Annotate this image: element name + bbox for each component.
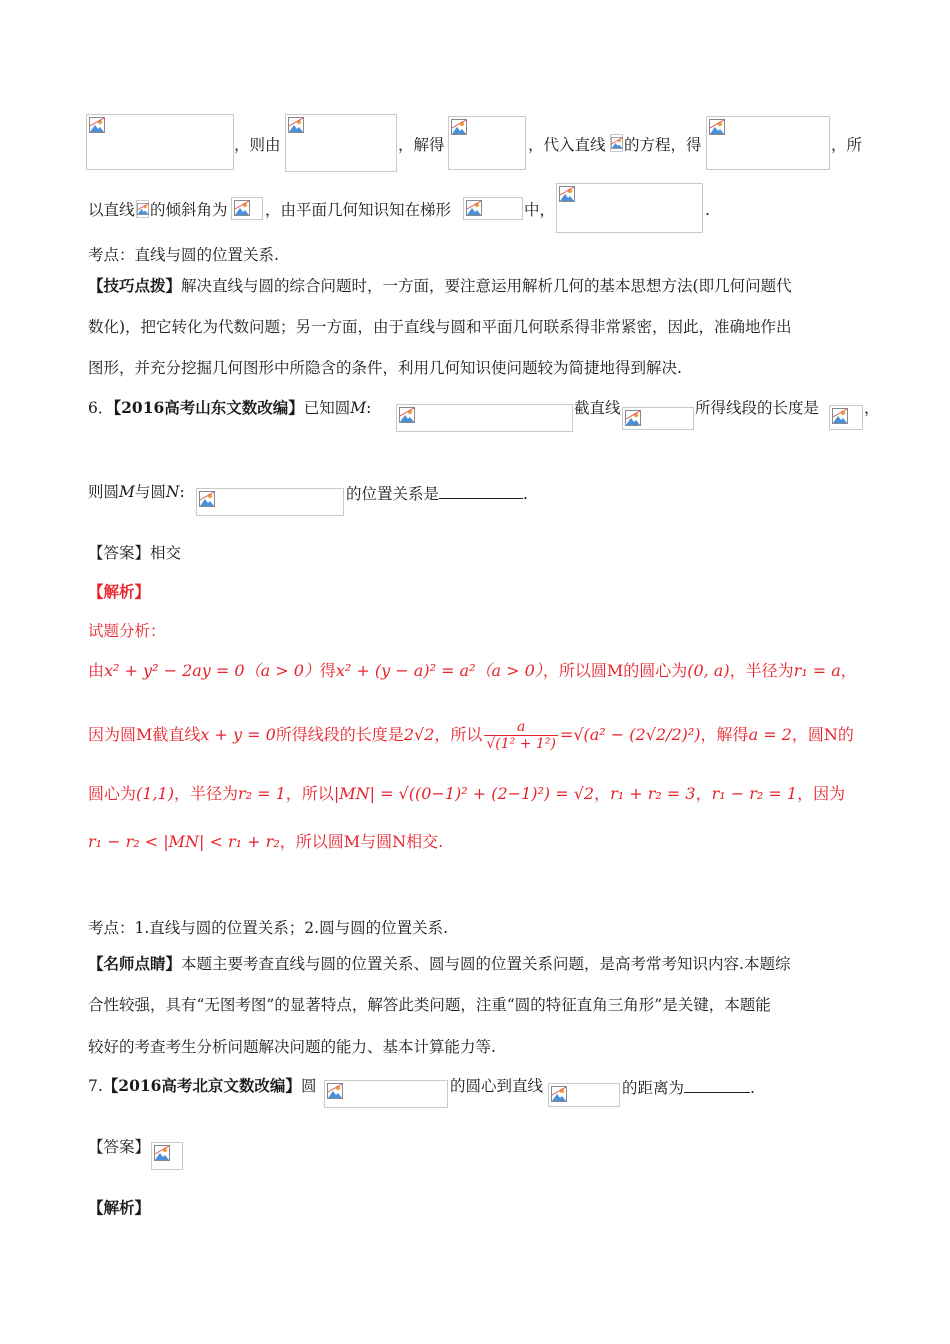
- text: 由: [88, 661, 105, 680]
- text: 本题主要考查直线与圆的位置关系、圆与圆的位置关系问题，是高考常考知识内容.本题综: [181, 955, 791, 973]
- text: 的位置关系是: [346, 485, 440, 503]
- question-source: 【2016高考北京文数改编】: [102, 1076, 301, 1095]
- text: 中，: [524, 201, 556, 219]
- text: ，所以: [434, 725, 483, 744]
- formula-image: [86, 114, 234, 170]
- text: 圆: [300, 1077, 317, 1095]
- text: 所得线段的长度是: [695, 399, 820, 417]
- text: N: [165, 483, 180, 501]
- formula: x + y = 0: [200, 725, 276, 744]
- question-number: 7.: [88, 1077, 103, 1095]
- text: 得: [319, 661, 336, 680]
- text: .: [750, 1079, 755, 1097]
- text: 截直线: [574, 399, 621, 417]
- text: ，所: [831, 136, 863, 154]
- mingshi-paragraph-line: [88, 954, 864, 974]
- text: 合性较强，具有“无图考图”的显著特点，解答此类问题，注重“圆的特征直角三角形”是关键，本题能: [88, 996, 771, 1014]
- text: ，: [594, 784, 611, 803]
- text: ，半径为: [173, 784, 238, 803]
- text: 的圆心到直线: [450, 1077, 544, 1095]
- question-number: 6．: [88, 399, 114, 417]
- text: 数化)，把它转化为代数问题；另一方面，由于直线与圆和平面几何联系得非常紧密，因此，准确地作出: [88, 318, 792, 336]
- text: ，解得: [398, 136, 445, 154]
- text: ，所以: [285, 784, 334, 803]
- denominator: √(1² + 1²): [486, 736, 556, 752]
- text: ，解得: [700, 725, 749, 744]
- question-7-tail: [622, 1076, 864, 1098]
- formula: r₁ = a: [793, 661, 841, 680]
- text: ，所以圆M的圆心为: [542, 661, 688, 680]
- text: ，: [695, 784, 712, 803]
- analysis-subtitle: 试题分析：: [88, 622, 166, 640]
- text: :: [179, 483, 185, 501]
- text: 较好的考查考生分析问题解决问题的能力、基本计算能力等.: [88, 1038, 496, 1056]
- text: ，: [840, 661, 857, 680]
- text: 则圆: [88, 483, 120, 501]
- tip-paragraph-line: [88, 276, 864, 296]
- formula: a = 2: [748, 725, 792, 744]
- text: .: [705, 201, 710, 219]
- text: 解决直线与圆的综合问题时，一方面，要注意运用解析几何的基本思想方法(即几何问题代: [181, 277, 792, 295]
- question-6-line2-tail: [346, 482, 864, 504]
- text: 所得线段的长度是: [275, 725, 404, 744]
- broken-image-icon: [451, 119, 467, 135]
- mingshi-label: 【名师点睛】: [88, 954, 182, 973]
- text: ，半径为: [729, 661, 794, 680]
- kaodian-text: 考点：直线与圆的位置关系.: [88, 246, 279, 264]
- formula: r₂ = 1: [237, 784, 286, 803]
- analysis-label: 【解析】: [88, 582, 151, 601]
- text: 的方程，得: [624, 136, 702, 154]
- text: 图形，并充分挖掘几何图形中所隐含的条件，利用几何知识使问题较为简捷地得到解决.: [88, 359, 682, 377]
- fraction: [484, 719, 558, 752]
- question-source: 【2016高考山东文数改编】: [113, 398, 304, 417]
- formula: 2√2: [403, 725, 435, 744]
- formula: r₁ − r₂ < |MN| < r₁ + r₂: [88, 832, 280, 851]
- analysis-line-3: [88, 784, 864, 804]
- answer-label: 【答案】: [88, 544, 151, 562]
- text: 的倾斜角为: [150, 201, 228, 219]
- numerator: a: [484, 719, 558, 736]
- text: 以直线: [88, 201, 135, 219]
- tip-label: 【技巧点拨】: [88, 276, 182, 295]
- kaodian-text: 考点：1.直线与圆的位置关系；2.圆与圆的位置关系.: [88, 919, 449, 937]
- formula: r₁ − r₂ = 1: [711, 784, 798, 803]
- analysis-line-1: [88, 661, 864, 681]
- answer-blank: [439, 482, 523, 499]
- formula: x² + (y − a)² = a²（a > 0）: [335, 661, 543, 680]
- broken-image-icon: [89, 117, 105, 133]
- broken-image-icon: [288, 117, 304, 133]
- formula: (0, a): [687, 661, 730, 680]
- answer-blank: [684, 1076, 750, 1093]
- text: =: [559, 725, 574, 744]
- text: ，圆N的: [791, 725, 854, 744]
- text: 已知圆: [303, 399, 351, 417]
- text: ，因为: [797, 784, 846, 803]
- text: ，代入直线: [528, 136, 606, 154]
- document-page: ，则由 ，解得 ，代入直线 的方程，得 ，所 以直线 的倾斜角为 ，由平面几何知识知在梯形 中， . 考点：直线与圆的位置关系. 【技巧点拨】解决直线与圆的综合问题时，一方面，要注意运用解析几何的基本思想方法(即几何问题代 数化)，把它转化为代数问题；另一方面，由于直线与圆和平面几何联系得非常紧密，因此，准确地作出 图形，并充分挖掘几何图形中所隐含的条件，利用几何知识使问题较为简捷地得到解决. 6．【2016高考山东文数改编】已知圆M: 截直线 所得线段的长度是 ， 则圆M与圆N: 的位置关系是 . 【答案】相交 【解析】 试题分析： 由x² + y² − 2ay = 0（a > 0）得x² + (y − a)² = a²（a > 0），所以圆M的圆心为(0, a)，半径为r₁ = a， 因为圆M截直线x + y = 0所得线段的长度是2√2，所以 $\frac{a}{\text{√(1² + 1²)}}$ =√(a² − (2√2/2)²)，解得a = 2，圆N的 圆心为(1,1)，半径为r₂ = 1，所以|MN| = √((0−1)² + (2−1)²) = √2，r₁ + r₂ = 3，r₁ − r₂ = 1，因为 r₁ − r₂ < |MN| < r₁ + r₂，所以圆M与圆N相交. 考点：1.直线与圆的位置关系；2.圆与圆的位置关系. 【名师点睛】本题主要考查直线与圆的位置关系、圆与圆的位置关系问题，是高考常考知识内容.本题综 合性较强，具有“无图考图”的显著特点，解答此类问题，注重“圆的特征直角三角形”是关键，本题能 较好的考查考生分析问题解决问题的能力、基本计算能力等. 7.【2016高考北京文数改编】圆 的圆心到直线 的距离为 . 【答案】 【解析】: [0, 0, 950, 1344]
- text: M: [350, 399, 367, 417]
- analysis-label: 【解析】: [88, 1198, 151, 1217]
- answer-line: [88, 543, 864, 563]
- analysis-line-4: [88, 832, 864, 852]
- formula: (1,1): [136, 784, 174, 803]
- text: .: [523, 485, 528, 503]
- formula: r₁ + r₂ = 3: [610, 784, 696, 803]
- text: 圆心为: [88, 784, 137, 803]
- formula: √(a² − (2√2/2)²): [573, 725, 701, 744]
- text: ，由平面几何知识知在梯形: [265, 201, 452, 219]
- analysis-line-2: [88, 718, 864, 752]
- formula: x² + y² − 2ay = 0（a > 0）: [104, 661, 320, 680]
- text: :: [366, 399, 372, 417]
- text: 的距离为: [622, 1079, 685, 1097]
- text: 因为圆M截直线: [88, 725, 201, 744]
- text: ，则由: [234, 136, 281, 154]
- answer-value: 相交: [150, 544, 182, 562]
- text: 与圆: [134, 483, 166, 501]
- formula: |MN| = √((0−1)² + (2−1)²) = √2: [333, 784, 595, 803]
- answer-label: 【答案】: [88, 1138, 151, 1156]
- text: M: [119, 483, 135, 501]
- text: ，所以圆M与圆N相交.: [279, 832, 444, 851]
- broken-image-icon: [709, 119, 725, 135]
